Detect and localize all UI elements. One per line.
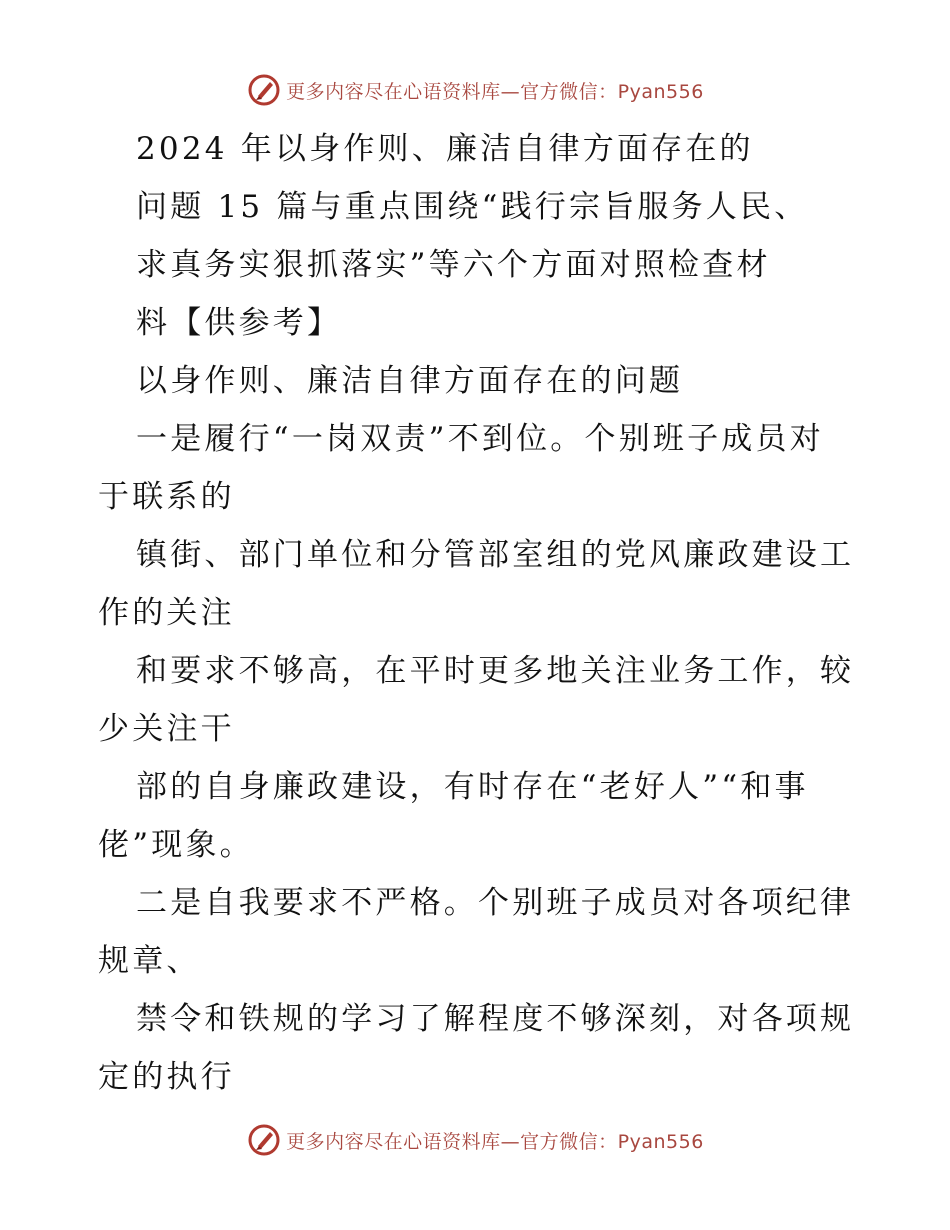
text-line: 作的关注 bbox=[98, 595, 235, 631]
brand-logo-icon bbox=[246, 1122, 282, 1158]
text-line: 以身作则、廉洁自律方面存在的问题 bbox=[136, 363, 684, 399]
text-line: 佬”现象。 bbox=[98, 827, 254, 863]
brand-logo-icon bbox=[246, 72, 282, 108]
text-line: 镇街、部门单位和分管部室组的党风廉政建设工 bbox=[136, 537, 855, 573]
header-banner bbox=[0, 70, 950, 110]
text-line: 问题 15 篇与重点围绕“践行宗旨服务人民、 bbox=[136, 189, 809, 225]
text-line: 2024 年以身作则、廉洁自律方面存在的 bbox=[136, 131, 754, 167]
text-line: 料【供参考】 bbox=[136, 305, 342, 341]
text-line: 规章、 bbox=[98, 943, 201, 979]
document-body bbox=[98, 120, 858, 1106]
text-line: 于联系的 bbox=[98, 479, 235, 515]
footer-banner bbox=[0, 1120, 950, 1160]
banner-text: 更多内容尽在心语资料库—官方微信：Pyan556 bbox=[286, 80, 704, 103]
banner-text: 更多内容尽在心语资料库—官方微信：Pyan556 bbox=[286, 1130, 704, 1153]
text-line: 求真务实狠抓落实”等六个方面对照检查材 bbox=[136, 247, 771, 283]
text-line: 部的自身廉政建设，有时存在“老好人”“和事 bbox=[136, 769, 809, 805]
text-line: 禁令和铁规的学习了解程度不够深刻，对各项规 bbox=[136, 1001, 855, 1037]
text-line: 少关注干 bbox=[98, 711, 235, 747]
text-line: 和要求不够高，在平时更多地关注业务工作，较 bbox=[136, 653, 855, 689]
text-line: 定的执行 bbox=[98, 1059, 235, 1095]
text-line: 二是自我要求不严格。个别班子成员对各项纪律 bbox=[136, 885, 855, 921]
text-line: 一是履行“一岗双责”不到位。个别班子成员对 bbox=[136, 421, 824, 457]
